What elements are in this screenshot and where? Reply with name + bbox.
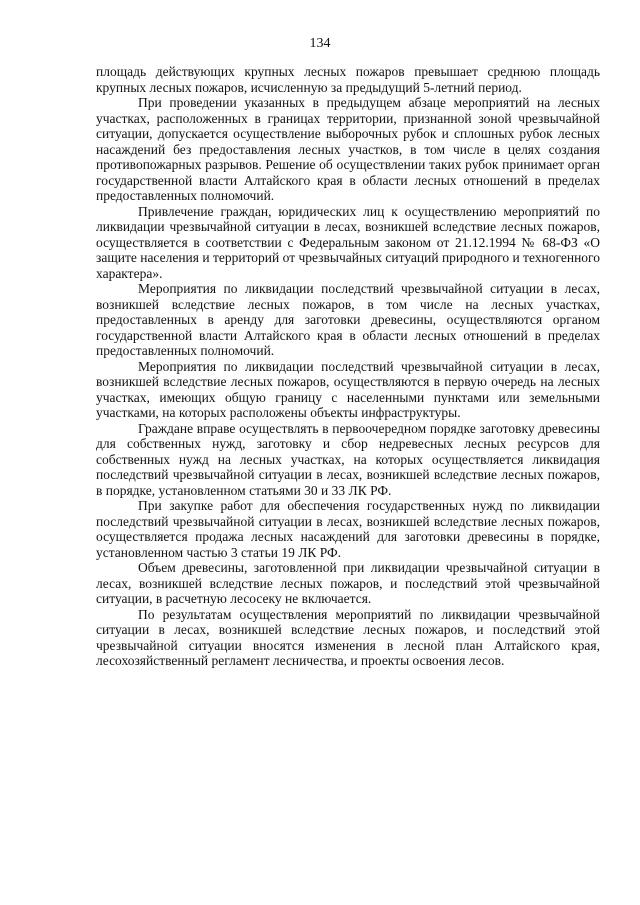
paragraph-aftermath-measures: Мероприятия по ликвидации последствий чрезвычайной ситуации в лесах, возникшей вследствие лесных пожаров, в том числе на лесных участках, предоставленных в аренду для заготовки древесины, осуществляются органом государственной власти Алтайского края в области лесных отношений в пределах предоставленных полномочий. xyxy=(96,281,600,358)
paragraph-continuation: площадь действующих крупных лесных пожаров превышает среднюю площадь крупных лесных пожаров, исчисленную за предыдущий 5-летний период. xyxy=(96,64,600,95)
paragraph-procurement: При закупке работ для обеспечения государственных нужд по ликвидации последствий чрезвычайной ситуации в лесах, возникшей вследствие лесных пожаров, осуществляется продажа лесных насаждений для заготовки древесины в порядке, установленном частью 3 статьи 19 ЛК РФ. xyxy=(96,498,600,560)
document-body xyxy=(96,64,600,669)
paragraph-plan-changes: По результатам осуществления мероприятий по ликвидации чрезвычайной ситуации в лесах, возникшей вследствие лесных пожаров, и последствий этой чрезвычайной ситуации вносятся изменения в лесной план Алтайского края, лесохозяйственный регламент лесничества, и проекты освоения лесов. xyxy=(96,606,600,668)
paragraph-citizen-rights: Граждане вправе осуществлять в первоочередном порядке заготовку древесины для собственных нужд, заготовку и сбор недревесных лесных ресурсов для собственных нужд на лесных участках, на которых осуществляется ликвидация последствий чрезвычайной ситуации в лесах, возникшей вследствие лесных пожаров, в порядке, установленном статьями 30 и 33 ЛК РФ. xyxy=(96,420,600,498)
paragraph-citizen-involvement: Привлечение граждан, юридических лиц к осуществлению мероприятий по ликвидации чрезвычайной ситуации в лесах, возникшей вследствие лесных пожаров, осуществляется в соответствии с Федеральным законом от 21.12.1994 № 68-ФЗ «О защите населения и территорий от чрезвычайных ситуаций природного и техногенного характера». xyxy=(96,203,600,281)
paragraph-priority-areas: Мероприятия по ликвидации последствий чрезвычайной ситуации в лесах, возникшей вследствие лесных пожаров, осуществляются в первую очередь на лесных участках, имеющих общую границу с населенными пунктами или земельными участками, на которых расположены объекты инфраструктуры. xyxy=(96,358,600,420)
paragraph-selective-felling: При проведении указанных в предыдущем абзаце мероприятий на лесных участках, расположенных в границах территории, признанной зоной чрезвычайной ситуации, допускается осуществление выборочных рубок и сплошных рубок лесных насаждений без предоставления лесных участков, в том числе в целях создания противопожарных разрывов. Решение об осуществлении таких рубок принимает орган государственной власти Алтайского края в области лесных отношений в пределах предоставленных полномочий. xyxy=(96,95,600,203)
paragraph-wood-volume: Объем древесины, заготовленной при ликвидации чрезвычайной ситуации в лесах, возникшей вследствие лесных пожаров, и последствий этой чрезвычайной ситуации, в расчетную лесосеку не включается. xyxy=(96,560,600,606)
page-number: 134 xyxy=(309,36,331,51)
